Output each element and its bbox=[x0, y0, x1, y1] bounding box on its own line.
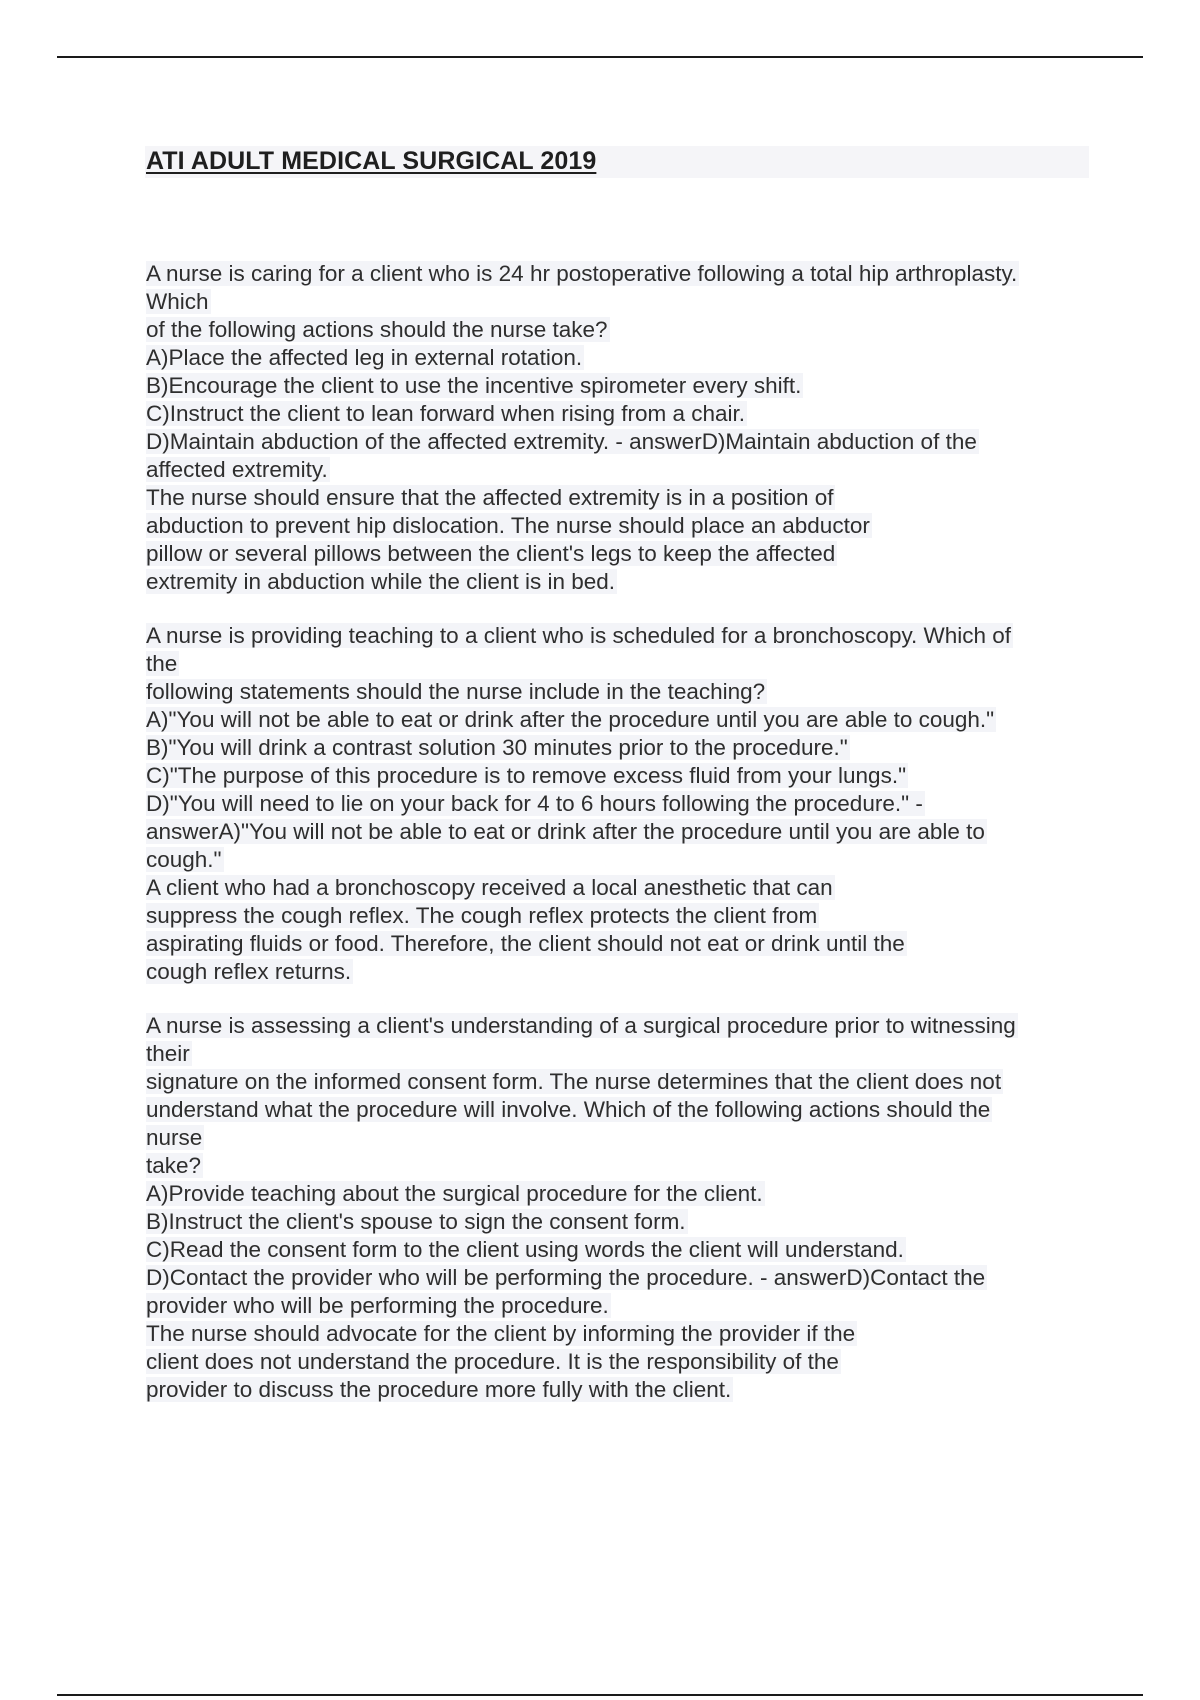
question-3-rationale-3: provider to discuss the procedure more fully with the client. bbox=[146, 1377, 732, 1402]
question-3-option-c: C)Read the consent form to the client using words the client will understand. bbox=[146, 1237, 904, 1262]
question-1-rationale-2: abduction to prevent hip dislocation. The nurse should place an abductor bbox=[146, 513, 870, 538]
question-3-line-4: understand what the procedure will involve. Which of the following actions should the bbox=[146, 1097, 991, 1122]
question-3-option-b: B)Instruct the client's spouse to sign the consent form. bbox=[146, 1209, 686, 1234]
question-3-line-6: take? bbox=[146, 1153, 202, 1178]
question-1-option-a: A)Place the affected leg in external rotation. bbox=[146, 345, 583, 370]
question-2-option-c: C)"The purpose of this procedure is to remove excess fluid from your lungs." bbox=[146, 763, 907, 788]
question-block-3 bbox=[146, 1012, 1096, 1404]
question-1-option-c: C)Instruct the client to lean forward when rising from a chair. bbox=[146, 401, 746, 426]
question-block-2 bbox=[146, 622, 1096, 986]
question-2-rationale-4: cough reflex returns. bbox=[146, 959, 352, 984]
question-3-rationale-1: The nurse should advocate for the client by informing the provider if the bbox=[146, 1321, 856, 1346]
question-1-line-2: Which bbox=[146, 289, 209, 314]
question-2-option-b: B)"You will drink a contrast solution 30 minutes prior to the procedure." bbox=[146, 735, 848, 760]
question-1-line-1: A nurse is caring for a client who is 24 hr postoperative following a total hip arthroplasty. bbox=[146, 261, 1018, 286]
question-3-option-d: D)Contact the provider who will be performing the procedure. - answerD)Contact the bbox=[146, 1265, 986, 1290]
question-3-option-a: A)Provide teaching about the surgical procedure for the client. bbox=[146, 1181, 763, 1206]
question-1-line-3: of the following actions should the nurse take? bbox=[146, 317, 608, 342]
question-3-line-1: A nurse is assessing a client's understanding of a surgical procedure prior to witnessing bbox=[146, 1013, 1016, 1038]
question-2-line-3: following statements should the nurse include in the teaching? bbox=[146, 679, 766, 704]
question-1-rationale-3: pillow or several pillows between the client's legs to keep the affected bbox=[146, 541, 836, 566]
document-body bbox=[146, 260, 1096, 1430]
question-2-answer-1: answerA)"You will not be able to eat or drink after the procedure until you are able to bbox=[146, 819, 985, 844]
question-2-rationale-2: suppress the cough reflex. The cough reflex protects the client from bbox=[146, 903, 818, 928]
document-title: ATI ADULT MEDICAL SURGICAL 2019 bbox=[146, 147, 597, 175]
question-3-line-3: signature on the informed consent form. The nurse determines that the client does not bbox=[146, 1069, 1002, 1094]
question-3-answer: provider who will be performing the procedure. bbox=[146, 1293, 609, 1318]
question-3-rationale-2: client does not understand the procedure. It is the responsibility of the bbox=[146, 1349, 839, 1374]
question-2-rationale-1: A client who had a bronchoscopy received a local anesthetic that can bbox=[146, 875, 833, 900]
question-1-rationale-4: extremity in abduction while the client is in bed. bbox=[146, 569, 615, 594]
question-3-line-5: nurse bbox=[146, 1125, 203, 1150]
question-3-line-2: their bbox=[146, 1041, 190, 1066]
question-1-answer: affected extremity. bbox=[146, 457, 328, 482]
top-rule bbox=[57, 56, 1143, 58]
question-2-line-1: A nurse is providing teaching to a client who is scheduled for a bronchoscopy. Which of bbox=[146, 623, 1012, 648]
question-1-rationale-1: The nurse should ensure that the affected extremity is in a position of bbox=[146, 485, 834, 510]
question-1-option-d: D)Maintain abduction of the affected extremity. - answerD)Maintain abduction of the bbox=[146, 429, 977, 454]
question-block-1 bbox=[146, 260, 1096, 596]
question-2-line-2: the bbox=[146, 651, 178, 676]
question-1-option-b: B)Encourage the client to use the incentive spirometer every shift. bbox=[146, 373, 802, 398]
question-2-option-d: D)"You will need to lie on your back for 4 to 6 hours following the procedure." - bbox=[146, 791, 923, 816]
bottom-rule bbox=[57, 1694, 1143, 1696]
question-2-option-a: A)"You will not be able to eat or drink after the procedure until you are able to cough." bbox=[146, 707, 995, 732]
question-2-rationale-3: aspirating fluids or food. Therefore, the client should not eat or drink until the bbox=[146, 931, 905, 956]
question-2-answer-2: cough." bbox=[146, 847, 222, 872]
